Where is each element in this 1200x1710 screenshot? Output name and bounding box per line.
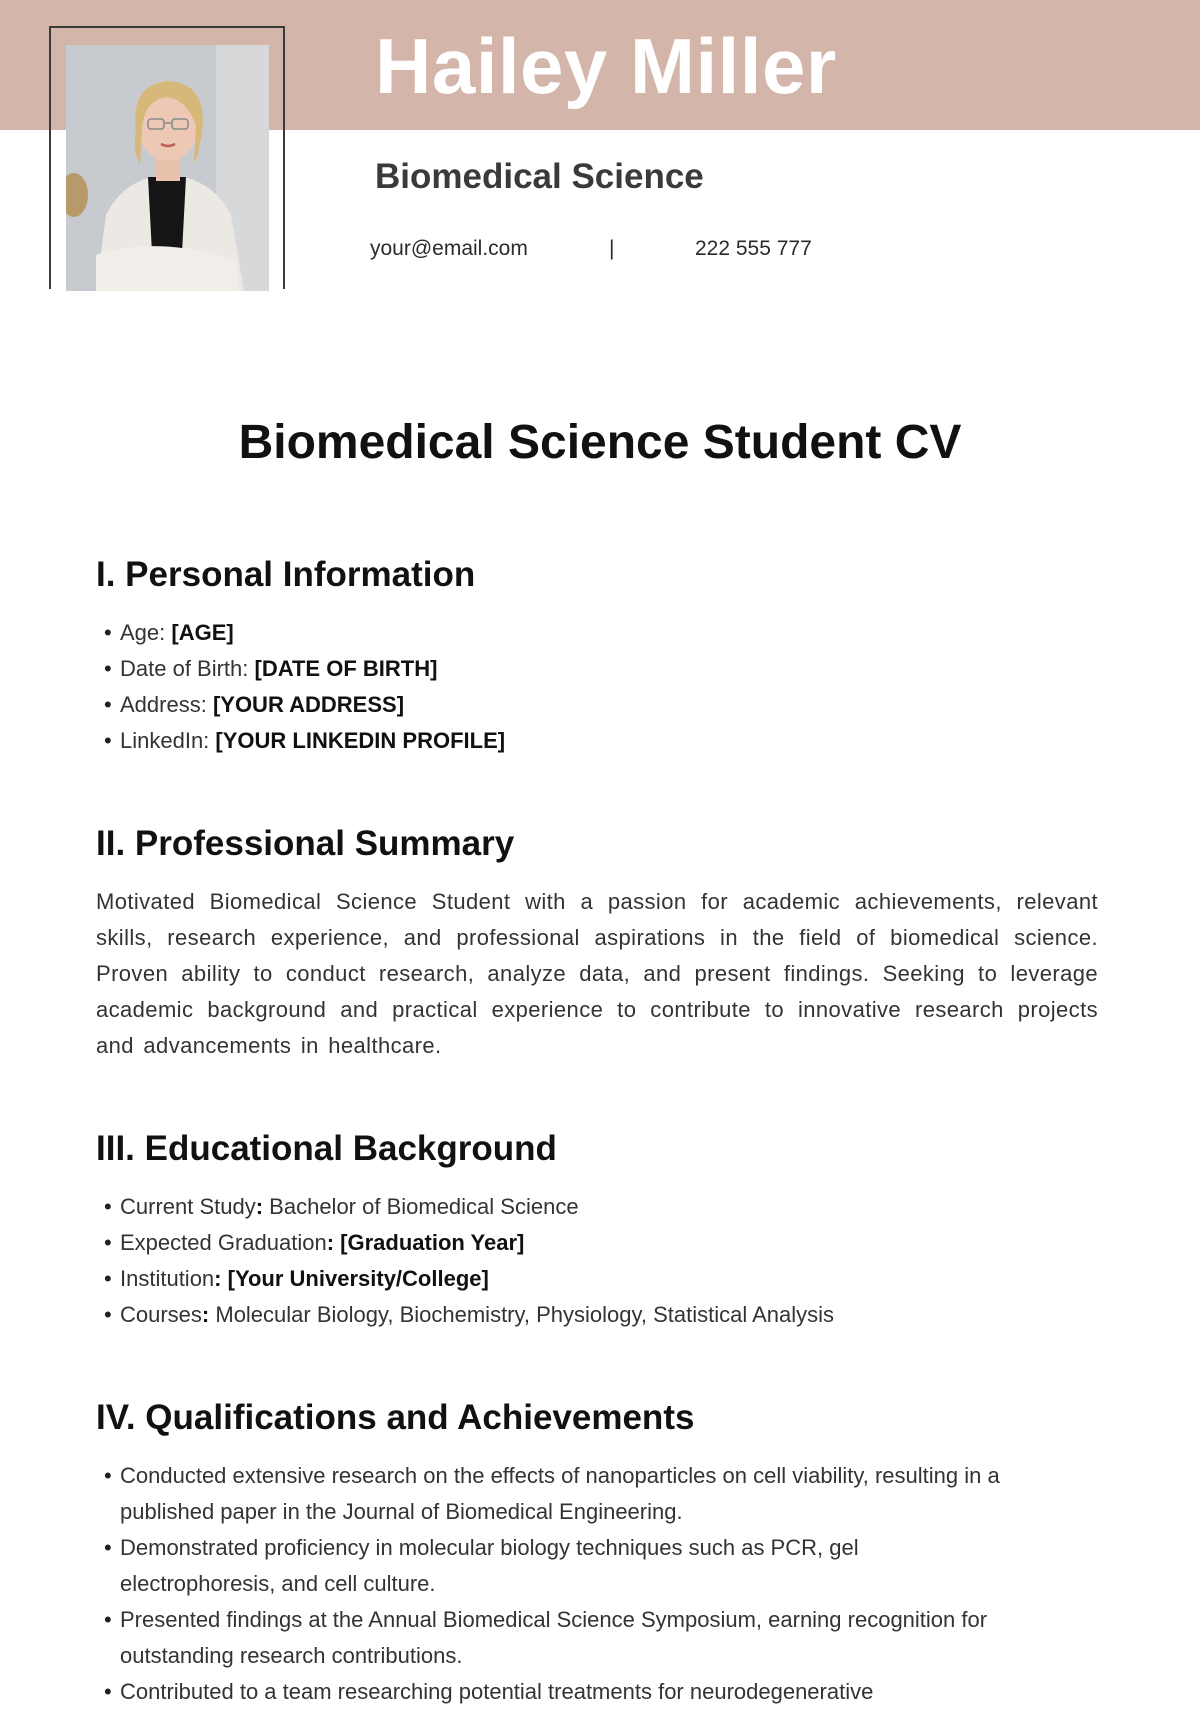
personal-info-list — [96, 615, 1098, 759]
list-item: • Age: [AGE] — [96, 615, 1098, 651]
list-item: • Courses: Molecular Biology, Biochemistry, Physiology, Statistical Analysis — [96, 1297, 1098, 1333]
section-heading: IV. Qualifications and Achievements — [96, 1398, 695, 1437]
list-item: • Current Study: Bachelor of Biomedical Science — [96, 1189, 1098, 1225]
section-heading: I. Personal Information — [96, 555, 476, 594]
phone-text: 222 555 777 — [695, 237, 812, 260]
section-educational-background — [96, 1127, 1098, 1333]
candidate-field: Biomedical Science — [375, 157, 704, 196]
qualifications-list — [96, 1458, 1016, 1710]
list-item: • Date of Birth: [DATE OF BIRTH] — [96, 651, 1098, 687]
section-professional-summary — [96, 822, 1098, 1064]
list-item: • Demonstrated proficiency in molecular biology techniques such as PCR, gel electrophoresis, and cell culture. — [96, 1530, 1016, 1602]
document-title: Biomedical Science Student CV — [238, 416, 962, 469]
profile-photo — [66, 45, 269, 291]
list-item: • Conducted extensive research on the effects of nanoparticles on cell viability, resulting in a published paper in the Journal of Biomedical Engineering. — [96, 1458, 1016, 1530]
contact-separator: | — [609, 237, 615, 260]
list-item: • Presented findings at the Annual Biomedical Science Symposium, earning recognition for outstanding research contributions. — [96, 1602, 1016, 1674]
email-text: your@email.com — [370, 237, 528, 260]
summary-paragraph: Motivated Biomedical Science Student with a passion for academic achievements, relevant skills, research experience, and professional aspirations in the field of biomedical science. Proven ability to conduct research, analyze data, and present findings. Seeking to leverage academic background and practical experience to contribute to innovative research projects and advancements in healthcare. — [96, 889, 1098, 1058]
list-item: • LinkedIn: [YOUR LINKEDIN PROFILE] — [96, 723, 1098, 759]
list-item: • Expected Graduation: [Graduation Year] — [96, 1225, 1098, 1261]
education-list — [96, 1189, 1098, 1333]
candidate-name: Hailey Miller — [375, 22, 837, 110]
list-item: • Institution: [Your University/College] — [96, 1261, 1098, 1297]
section-personal-information — [96, 553, 1098, 759]
section-qualifications — [96, 1396, 1016, 1710]
list-item: • Address: [YOUR ADDRESS] — [96, 687, 1098, 723]
portrait-illustration — [66, 45, 269, 291]
list-item: • Contributed to a team researching potential treatments for neurodegenerative — [96, 1674, 1016, 1710]
section-heading: III. Educational Background — [96, 1129, 557, 1168]
section-heading: II. Professional Summary — [96, 824, 515, 863]
